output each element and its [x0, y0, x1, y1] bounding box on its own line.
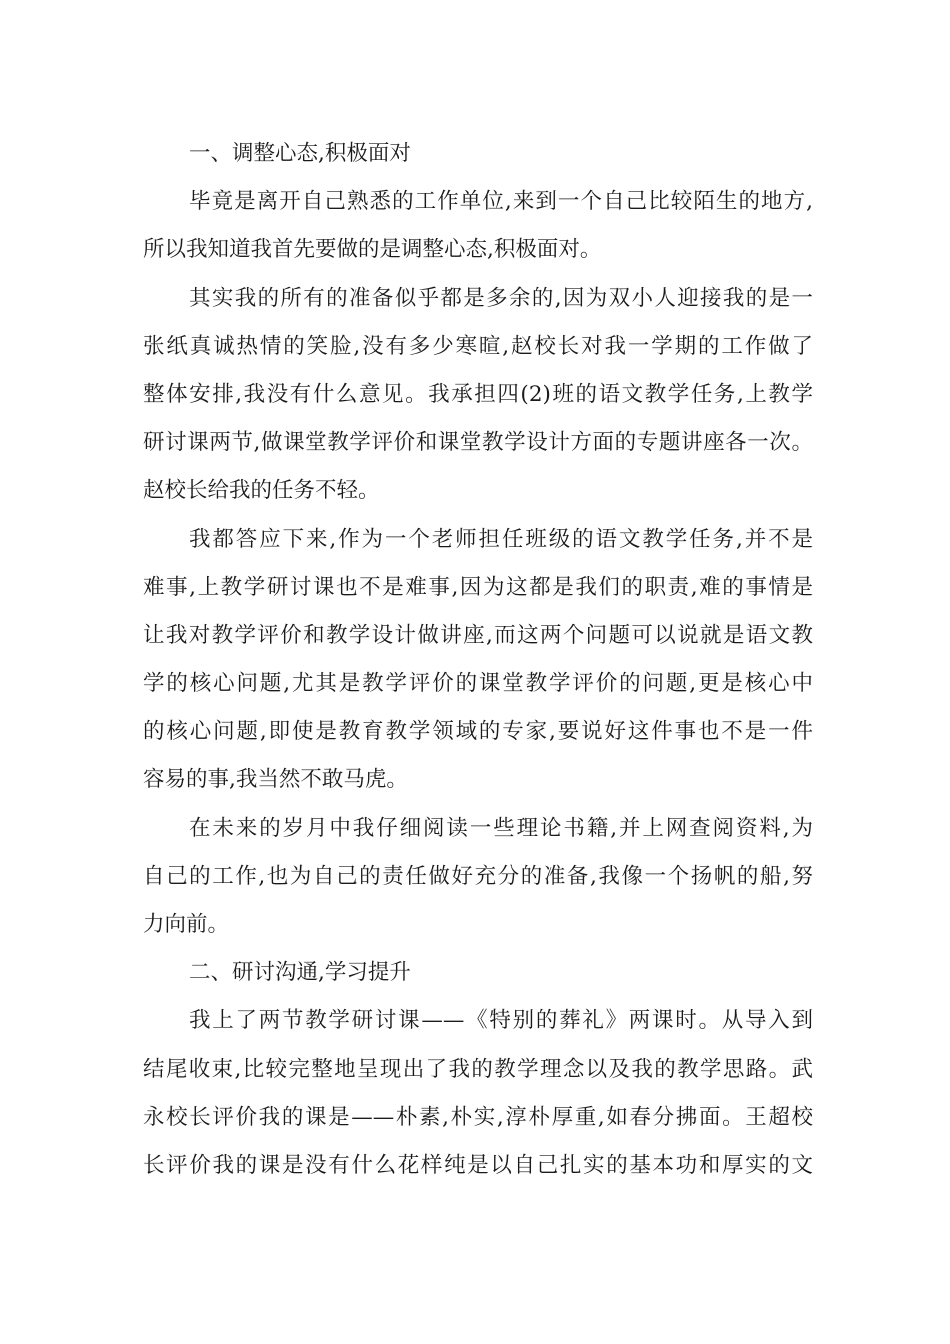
paragraph-line: 让我对教学评价和教学设计做讲座,而这两个问题可以说就是语文教	[143, 622, 813, 648]
paragraph-line: 我上了两节教学研讨课——《特别的葬礼》两课时。从导入到	[189, 1008, 813, 1034]
paragraph-line: 自己的工作,也为自己的责任做好充分的准备,我像一个扬帆的船,努	[143, 863, 813, 889]
paragraph-line: 难事,上教学研讨课也不是难事,因为这都是我们的职责,难的事情是	[143, 574, 813, 600]
paragraph-line: 所以我知道我首先要做的是调整心态,积极面对。	[143, 237, 602, 263]
paragraph-line: 在未来的岁月中我仔细阅读一些理论书籍,并上网查阅资料,为	[189, 815, 813, 841]
paragraph-line: 研讨课两节,做课堂教学评价和课堂教学设计方面的专题讲座各一次。	[143, 430, 813, 456]
paragraph-line: 长评价我的课是没有什么花样纯是以自己扎实的基本功和厚实的文	[143, 1152, 813, 1178]
paragraph-line: 其实我的所有的准备似乎都是多余的,因为双小人迎接我的是一	[189, 285, 813, 311]
paragraph-line: 容易的事,我当然不敢马虎。	[143, 767, 408, 793]
paragraph-line: 张纸真诚热情的笑脸,没有多少寒暄,赵校长对我一学期的工作做了	[143, 333, 813, 359]
paragraph-line: 毕竟是离开自己熟悉的工作单位,来到一个自己比较陌生的地方,	[189, 189, 813, 215]
section-heading-2: 二、研讨沟通,学习提升	[189, 960, 411, 986]
paragraph-line: 力向前。	[143, 912, 230, 937]
paragraph-line: 结尾收束,比较完整地呈现出了我的教学理念以及我的教学思路。武	[143, 1056, 813, 1082]
paragraph-line: 永校长评价我的课是——朴素,朴实,淳朴厚重,如春分拂面。王超校	[143, 1104, 813, 1130]
document-body	[143, 130, 813, 1190]
paragraph-line: 赵校长给我的任务不轻。	[143, 478, 380, 504]
paragraph-line: 整体安排,我没有什么意见。我承担四(2)班的语文教学任务,上教学	[143, 381, 813, 407]
paragraph-line: 我都答应下来,作为一个老师担任班级的语文教学任务,并不是	[189, 526, 813, 552]
paragraph-line: 学的核心问题,尤其是教学评价的课堂教学评价的问题,更是核心中	[143, 671, 813, 697]
paragraph-line: 的核心问题,即使是教育教学领域的专家,要说好这件事也不是一件	[143, 719, 813, 745]
section-heading-1: 一、调整心态,积极面对	[189, 141, 411, 166]
